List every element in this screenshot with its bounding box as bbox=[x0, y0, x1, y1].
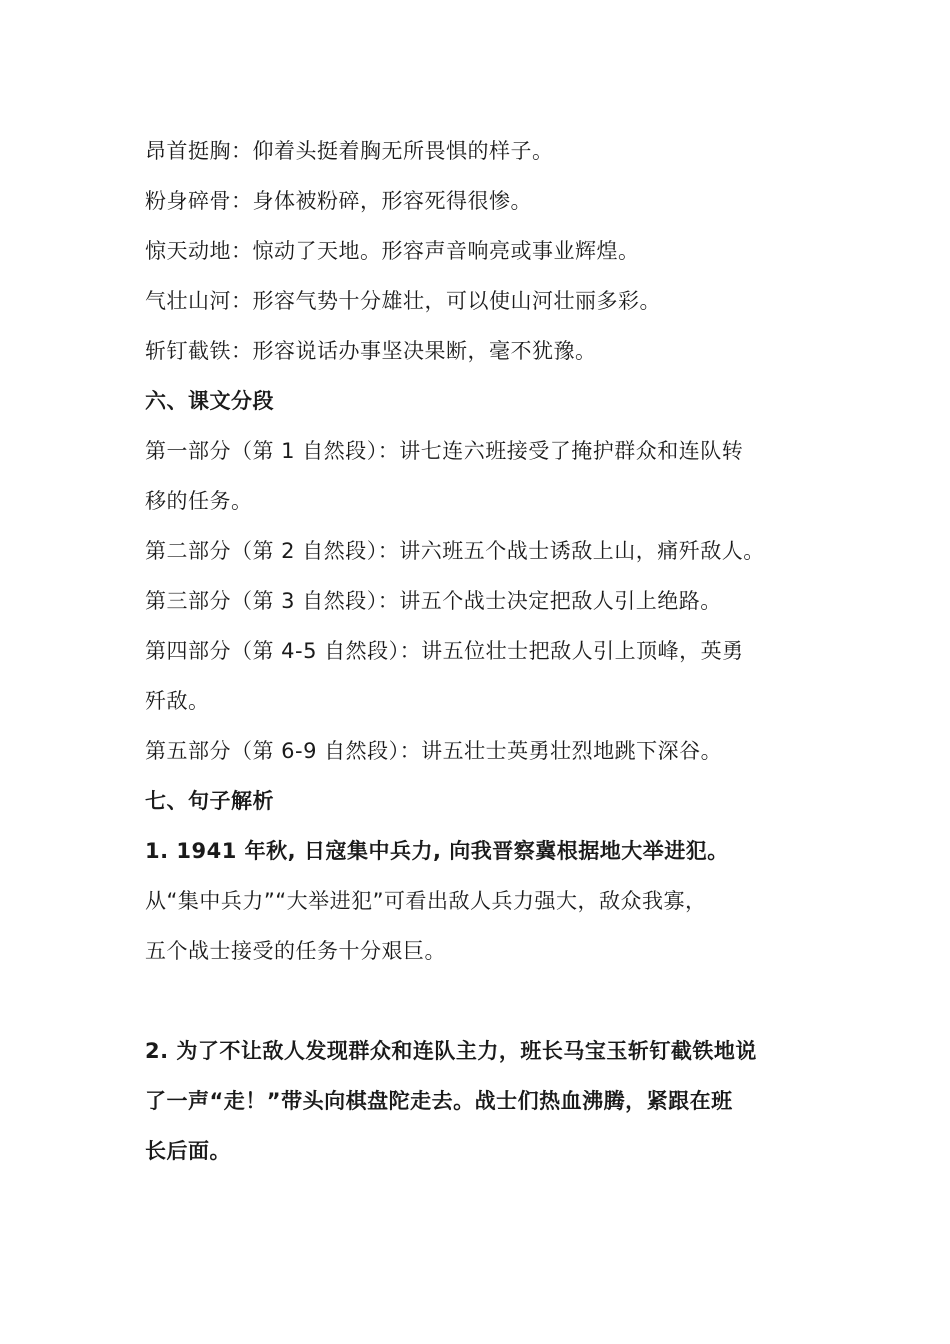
idiom-definition: 气壮山河：形容气势十分雄壮，可以使山河壮丽多彩。 bbox=[145, 289, 661, 313]
paragraph-part-line: 第二部分（第 2 自然段）：讲六班五个战士诱敌上山，痛歼敌人。 bbox=[145, 539, 765, 563]
paragraph-part-line: 第一部分（第 1 自然段）：讲七连六班接受了掩护群众和连队转 bbox=[145, 439, 744, 463]
paragraph-part-line: 第五部分（第 6-9 自然段）：讲五壮士英勇壮烈地跳下深谷。 bbox=[145, 739, 723, 763]
paragraph-part-line: 移的任务。 bbox=[145, 489, 253, 513]
sentence-two: 了一声“走！”带头向棋盘陀走去。战士们热血沸腾，紧跟在班 bbox=[145, 1089, 733, 1113]
blank-spacer bbox=[145, 976, 815, 1026]
idiom-definition: 斩钉截铁：形容说话办事坚决果断，毫不犹豫。 bbox=[145, 339, 597, 363]
sentence-two: 长后面。 bbox=[145, 1139, 231, 1163]
sentence-one-analysis: 从“集中兵力”“大举进犯”可看出敌人兵力强大，敌众我寡， bbox=[145, 889, 707, 913]
idiom-definition: 粉身碎骨：身体被粉碎，形容死得很惨。 bbox=[145, 189, 532, 213]
document-page bbox=[145, 126, 815, 1176]
paragraph-part-line: 歼敌。 bbox=[145, 689, 210, 713]
idiom-definition: 昂首挺胸：仰着头挺着胸无所畏惧的样子。 bbox=[145, 139, 554, 163]
sentence-two: 2. 为了不让敌人发现群众和连队主力，班长马宝玉斩钉截铁地说 bbox=[145, 1039, 757, 1063]
paragraph-part-line: 第三部分（第 3 自然段）：讲五个战士决定把敌人引上绝路。 bbox=[145, 589, 722, 613]
paragraph-part-line: 第四部分（第 4-5 自然段）：讲五位壮士把敌人引上顶峰，英勇 bbox=[145, 639, 744, 663]
section-heading-paragraphing: 六、课文分段 bbox=[145, 389, 274, 413]
section-heading-sentence-analysis: 七、句子解析 bbox=[145, 789, 274, 813]
sentence-one-analysis: 五个战士接受的任务十分艰巨。 bbox=[145, 939, 446, 963]
idiom-definition: 惊天动地：惊动了天地。形容声音响亮或事业辉煌。 bbox=[145, 239, 640, 263]
sentence-one: 1. 1941 年秋, 日寇集中兵力, 向我晋察冀根据地大举进犯。 bbox=[145, 839, 729, 863]
